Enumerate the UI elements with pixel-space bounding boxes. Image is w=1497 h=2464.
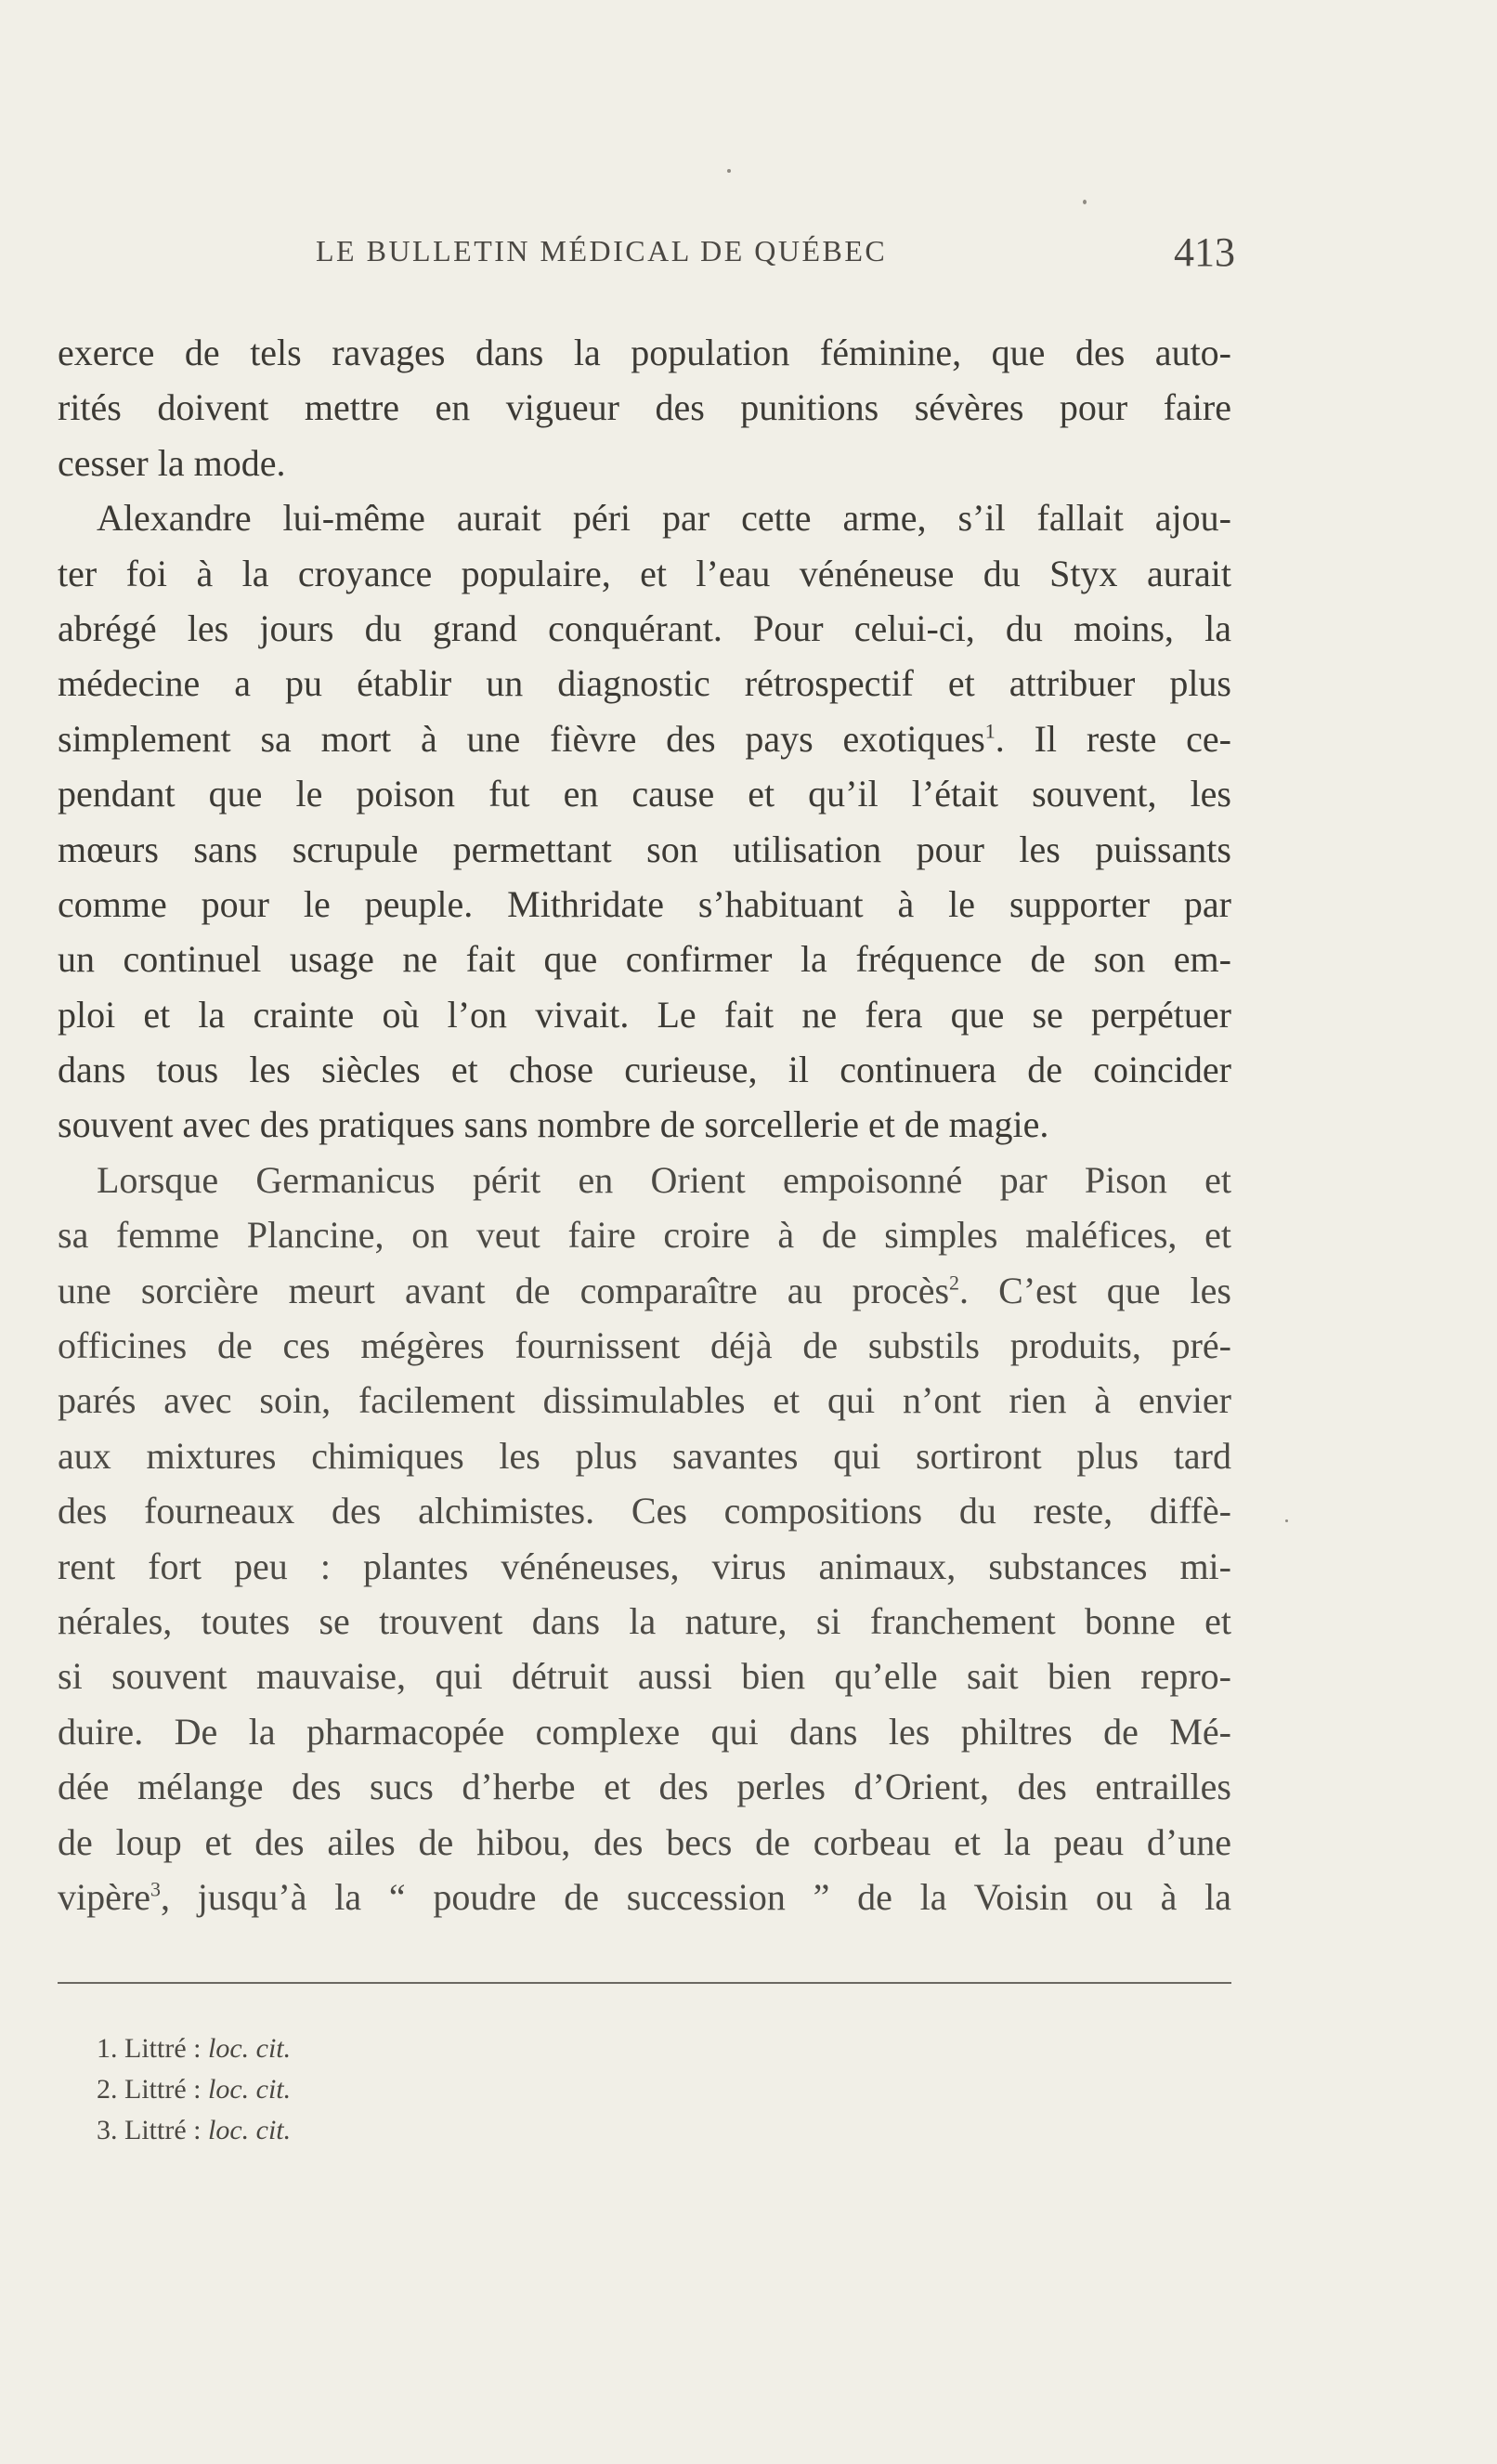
text-line: dée mélange des sucs d’herbe et des perles d’Orient, des entrailles <box>58 1766 1231 1808</box>
text-line: duire. De la pharmacopée complexe qui dans les philtres de Mé- <box>58 1710 1231 1753</box>
paper-speck <box>1083 200 1087 204</box>
text-line <box>58 1263 1231 1318</box>
text-line: rent fort peu : plantes vénéneuses, virus animaux, substances mi- <box>58 1545 1231 1587</box>
text-line <box>58 711 1231 766</box>
text-line: aux mixtures chimiques les plus savantes qui sortiront plus tard <box>58 1434 1231 1477</box>
footnote-number: 2. <box>97 2074 118 2105</box>
footnote-author: Littré : <box>124 2115 202 2145</box>
footnote-reference: loc. cit. <box>207 2074 292 2105</box>
text-line: Alexandre lui-même aurait péri par cette arme, s’il fallait ajou- <box>97 497 1231 540</box>
text-line: si souvent mauvaise, qui détruit aussi bien qu’elle sait bien repro- <box>58 1655 1231 1698</box>
footnote-number: 3. <box>97 2115 118 2145</box>
footnote-marker: 2 <box>949 1271 960 1295</box>
text-line: Lorsque Germanicus périt en Orient empoisonné par Pison et <box>97 1158 1231 1201</box>
line-text: , jusqu’à la “ poudre de succession ” de la Voisin ou à la <box>160 1875 1231 1918</box>
text-line: ploi et la crainte où l’on vivait. Le fait ne fera que se perpétuer <box>58 993 1231 1036</box>
text-line: nérales, toutes se trouvent dans la nature, si franchement bonne et <box>58 1599 1231 1642</box>
footnote-author: Littré : <box>124 2033 202 2064</box>
footnote-reference: loc. cit. <box>207 2115 292 2145</box>
footnote <box>97 2069 840 2110</box>
text-line: mœurs sans scrupule permettant son utilisation pour les puissants <box>58 828 1231 870</box>
paper-speck <box>1285 1519 1288 1522</box>
line-text: vipère <box>58 1875 150 1918</box>
footnote-author: Littré : <box>124 2074 202 2105</box>
text-line: comme pour le peuple. Mithridate s’habituant à le supporter par <box>58 882 1231 925</box>
text-line: ter foi à la croyance populaire, et l’eau vénéneuse du Styx aurait <box>58 552 1231 594</box>
paragraph <box>58 490 1231 1153</box>
text-line: des fourneaux des alchimistes. Ces compositions du reste, diffè- <box>58 1490 1231 1532</box>
text-line: un continuel usage ne fait que confirmer la fréquence de son em- <box>58 938 1231 981</box>
text-line: abrégé les jours du grand conquérant. Pour celui-ci, du moins, la <box>58 606 1231 649</box>
text-line: exerce de tels ravages dans la population féminine, que des auto- <box>58 332 1231 373</box>
text-line: médecine a pu établir un diagnostic rétrospectif et attribuer plus <box>58 662 1231 705</box>
text-line: sa femme Plancine, on veut faire croire à de simples maléfices, et <box>58 1214 1231 1257</box>
text-line <box>58 1870 1231 1924</box>
body-text <box>58 325 1231 1924</box>
text-line: rités doivent mettre en vigueur des punitions sévères pour faire <box>58 386 1231 429</box>
text-line: dans tous les siècles et chose curieuse, il continuera de coincider <box>58 1049 1231 1091</box>
footnote-rule <box>58 1982 1231 1984</box>
footnote-reference: loc. cit. <box>207 2033 292 2064</box>
footnote <box>97 2028 840 2069</box>
text-line: cesser la mode. <box>58 441 286 484</box>
line-text: une sorcière meurt avant de comparaître au procès <box>58 1269 950 1311</box>
paragraph <box>58 325 1231 490</box>
footnote-number: 1. <box>97 2033 118 2064</box>
line-text: . Il reste ce- <box>995 717 1231 760</box>
text-line: pendant que le poison fut en cause et qu’il l’était souvent, les <box>58 773 1231 815</box>
text-line: de loup et des ailes de hibou, des becs de corbeau et la peau d’une <box>58 1820 1231 1863</box>
running-title: LE BULLETIN MÉDICAL DE QUÉBEC <box>316 234 888 267</box>
paper-speck <box>727 169 731 173</box>
line-text: simplement sa mort à une fièvre des pays exotiques <box>58 717 985 760</box>
line-text: . C’est que les <box>959 1269 1232 1311</box>
footnotes <box>97 2028 840 2151</box>
footnote-marker: 1 <box>984 719 996 743</box>
text-line: souvent avec des pratiques sans nombre de sorcellerie et de magie. <box>58 1103 1049 1146</box>
footnote <box>97 2110 840 2151</box>
running-head <box>316 228 1235 275</box>
text-line: parés avec soin, facilement dissimulables et qui n’ont rien à envier <box>58 1379 1231 1422</box>
text-line: officines de ces mégères fournissent déjà de substils produits, pré- <box>58 1324 1231 1367</box>
footnote-marker: 3 <box>150 1877 161 1901</box>
page-number: 413 <box>1174 229 1235 275</box>
paragraph <box>58 1153 1231 1924</box>
